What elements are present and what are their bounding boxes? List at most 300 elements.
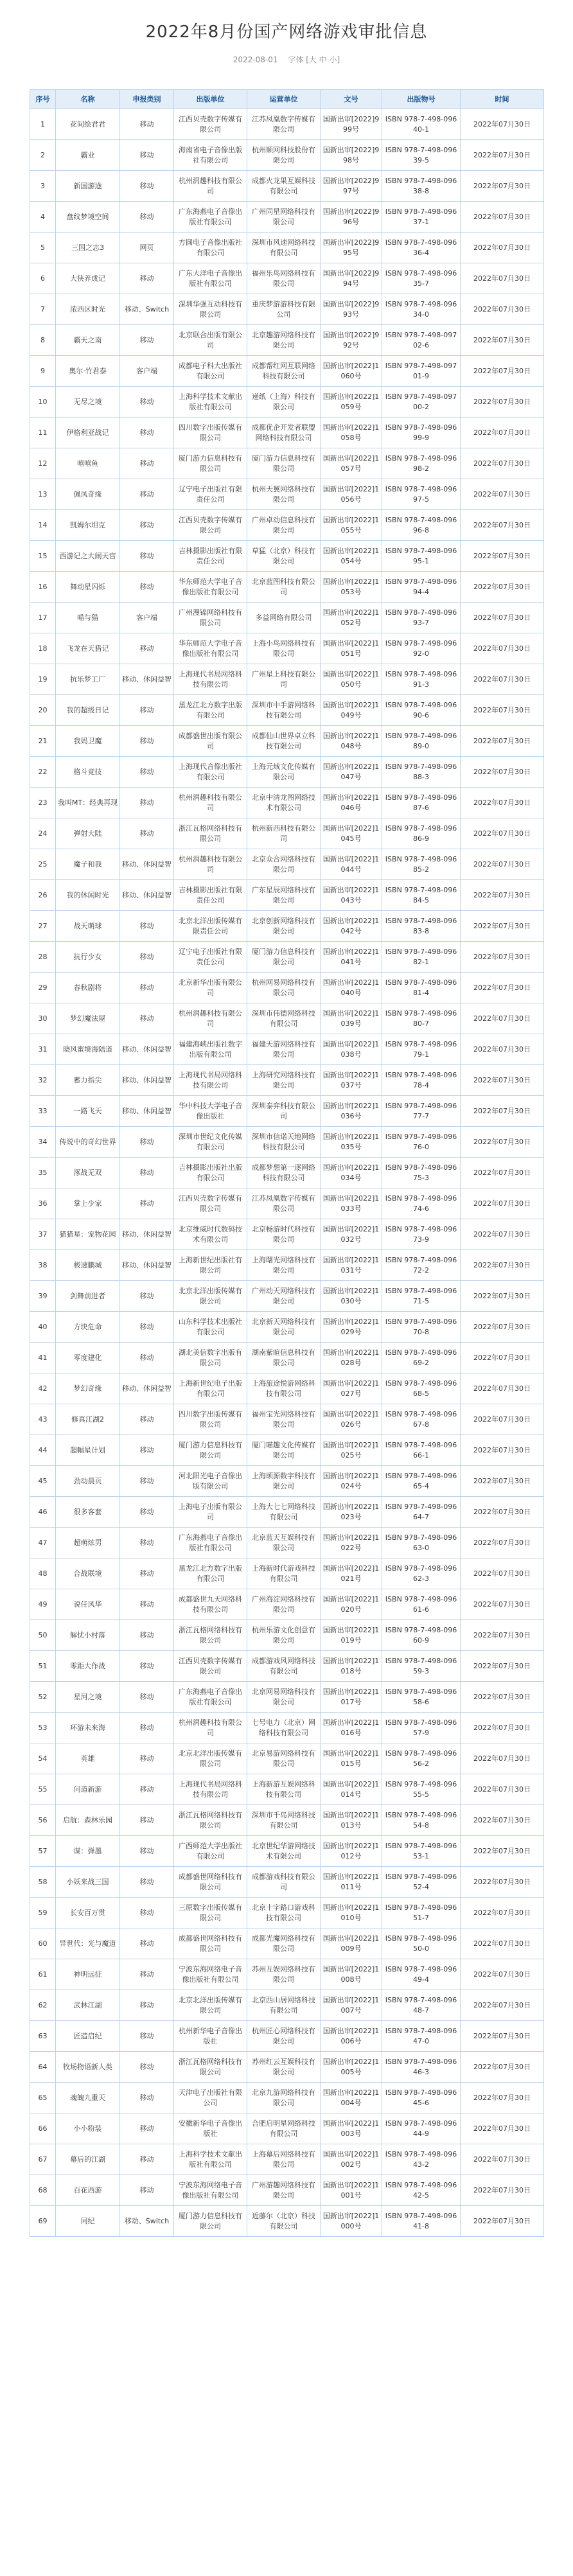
col-operator: 深圳市信诺天地网络科技有限公司 [247,1127,321,1158]
col-category: 移动 [120,1805,174,1836]
col-approval-no: 国新出审[2022]1016号 [321,1713,382,1743]
col-index: 7 [30,294,56,325]
col-approval-no: 国新出审[2022]1003号 [321,2113,382,2144]
col-category: 移动 [120,1312,174,1343]
col-name: 很多客套 [56,1497,120,1528]
col-index: 63 [30,2021,56,2052]
col-index: 44 [30,1435,56,1466]
col-index: 3 [30,171,56,202]
col-approval-no: 国新出审[2022]1036号 [321,1096,382,1127]
col-approval-no: 国新出审[2022]1051号 [321,633,382,664]
col-name: 大侠养成记 [56,263,120,294]
col-date: 2022年07月30日 [461,541,544,572]
col-index: 54 [30,1743,56,1774]
col-isbn: ISBN 978-7-498-09661-6 [382,1589,461,1620]
col-approval-no: 国新出审[2022]1012号 [321,1836,382,1867]
col-approval-no: 国新出审[2022]1023号 [321,1497,382,1528]
col-name: 西游记之大闹天宫 [56,541,120,572]
table-row [30,1836,544,1867]
col-approval-no: 国新出审[2022]1002号 [321,2144,382,2175]
col-index: 6 [30,263,56,294]
col-publisher: 上海现代书局网络科技有限公司 [174,1774,247,1805]
col-date: 2022年07月30日 [461,233,544,263]
col-date: 2022年07月30日 [461,788,544,818]
col-isbn: ISBN 978-7-498-09643-2 [382,2144,461,2175]
col-publisher: 广东海燕电子音像出版社有限公司 [174,1682,247,1713]
col-date: 2022年07月30日 [461,263,544,294]
col-index: 37 [30,1219,56,1250]
col-date: 2022年07月30日 [461,1774,544,1805]
col-approval-no: 国新出审[2022]1015号 [321,1743,382,1774]
col-isbn: ISBN 978-7-498-09683-8 [382,911,461,942]
col-publisher: 宁波东海网络电子音像出版社有限公司 [174,2175,247,2206]
col-name: 零距大作战 [56,1651,120,1682]
col-publisher: 浙江瓦格网络科技有限公司 [174,818,247,849]
col-operator: 七号电力（北京）网络科技有限公司 [247,1713,321,1743]
col-operator: 苏州红云互娱科技有限公司 [247,2052,321,2083]
col-approval-no: 国新出审[2022]1039号 [321,1003,382,1034]
col-operator: 上海幕后网络科技有限公司 [247,2144,321,2175]
col-approval-no: 国新出审[2022]1021号 [321,1558,382,1589]
col-index: 17 [30,603,56,633]
col-index: 43 [30,1404,56,1435]
col-publisher: 成都盛世网络科技有限公司 [174,1867,247,1898]
col-approval-no: 国新出审[2022]1045号 [321,818,382,849]
col-name: 问道新游 [56,1774,120,1805]
header-col-name: 名称 [56,90,120,109]
col-index: 34 [30,1127,56,1158]
col-approval-no: 国新出审[2022]1005号 [321,2052,382,2083]
col-operator: 递纸（上海）科技有限公司 [247,387,321,418]
col-index: 28 [30,942,56,973]
col-isbn: ISBN 978-7-498-09646-3 [382,2052,461,2083]
col-category: 移动 [120,2144,174,2175]
col-date: 2022年07月30日 [461,1373,544,1404]
col-index: 24 [30,818,56,849]
col-approval-no: 国新出审[2022]1009号 [321,1928,382,1959]
col-date: 2022年07月30日 [461,1682,544,1713]
col-isbn: ISBN 978-7-498-09648-7 [382,1990,461,2021]
col-publisher: 上海现代书局网络科技有限公司 [174,664,247,695]
col-operator: 多益网络有限公司 [247,603,321,633]
header-col-approval-no: 文号 [321,90,382,109]
col-operator: 北京世纪华游网络技术有限公司 [247,1836,321,1867]
col-publisher: 华中科技大学电子音像出版社 [174,1096,247,1127]
col-publisher: 浙江瓦格网络科技有限公司 [174,2052,247,2083]
table-row [30,356,544,387]
col-publisher: 上海新世纪电子出版有限公司 [174,1373,247,1404]
col-name: 新国游途 [56,171,120,202]
col-category: 移动 [120,541,174,572]
table-row [30,140,544,171]
table-row [30,695,544,726]
col-approval-no: 国新出审[2022]1032号 [321,1219,382,1250]
col-publisher: 方圆电子音像出版社有限公司 [174,233,247,263]
col-isbn: ISBN 978-7-498-09655-5 [382,1774,461,1805]
col-operator: 北京十字路口游戏科技有限公司 [247,1898,321,1928]
col-operator: 近藤尔（北京）科技有限公司 [247,2206,321,2237]
col-name: 解忧小村落 [56,1620,120,1651]
col-isbn: ISBN 978-7-498-09696-8 [382,510,461,541]
col-operator: 成都游戏风网络科技有限公司 [247,1651,321,1682]
col-publisher: 四川数字出版传媒有限公司 [174,1404,247,1435]
col-publisher: 北京北洋出版传媒有限公司 [174,1990,247,2021]
col-date: 2022年07月30日 [461,1620,544,1651]
font-size-switch[interactable]: 字体 [大 中 小] [288,55,340,64]
table-row [30,325,544,356]
col-publisher: 北京北洋出版传媒有限公司 [174,1281,247,1312]
col-date: 2022年07月30日 [461,1466,544,1497]
col-name: 舞动星闪烁 [56,572,120,603]
col-category: 移动 [120,1898,174,1928]
col-isbn: ISBN 978-7-498-09669-2 [382,1343,461,1373]
col-category: 移动、休闲益智 [120,1219,174,1250]
table-row [30,2206,544,2237]
col-date: 2022年07月30日 [461,1589,544,1620]
col-operator: 杭州天翼网络科技有限公司 [247,479,321,510]
col-category: 移动 [120,1003,174,1034]
col-index: 25 [30,849,56,880]
col-date: 2022年07月30日 [461,1713,544,1743]
col-name: 修真江湖2 [56,1404,120,1435]
col-name: 飞龙在天猎记 [56,633,120,664]
col-index: 32 [30,1065,56,1096]
col-operator: 成都帮红网互联网络科技有限公司 [247,356,321,387]
col-date: 2022年07月30日 [461,1065,544,1096]
col-name: 星河之境 [56,1682,120,1713]
col-name: 霸业 [56,140,120,171]
col-isbn: ISBN 978-7-498-09679-1 [382,1034,461,1065]
col-date: 2022年07月30日 [461,942,544,973]
header-col-publisher: 出版单位 [174,90,247,109]
col-publisher: 山东科学技术出版社有限公司 [174,1312,247,1343]
col-operator: 上海小鸟网络科技有限公司 [247,633,321,664]
col-index: 57 [30,1836,56,1867]
col-date: 2022年07月30日 [461,171,544,202]
col-approval-no: 国新出审[2022]993号 [321,294,382,325]
col-category: 移动 [120,1836,174,1867]
col-isbn: ISBN 978-7-498-09676-0 [382,1127,461,1158]
col-operator: 杭州新西科技有限公司 [247,818,321,849]
col-publisher: 深圳华强互动科技有限公司 [174,294,247,325]
col-name: 魂魄九重天 [56,2083,120,2113]
col-category: 移动 [120,1867,174,1898]
col-approval-no: 国新出审[2022]1013号 [321,1805,382,1836]
col-index: 51 [30,1651,56,1682]
col-operator: 北京畅游时代科技有限公司 [247,1219,321,1250]
col-publisher: 成都盛世九天网络科技有限公司 [174,1589,247,1620]
header-col-date: 时间 [461,90,544,109]
table-row [30,603,544,633]
col-approval-no: 国新出审[2022]1010号 [321,1898,382,1928]
col-approval-no: 国新出审[2022]1052号 [321,603,382,633]
table-row [30,171,544,202]
col-isbn: ISBN 978-7-498-09701-9 [382,356,461,387]
col-approval-no: 国新出审[2022]1047号 [321,757,382,788]
col-approval-no: 国新出审[2022]1059号 [321,387,382,418]
col-isbn: ISBN 978-7-498-09672-2 [382,1250,461,1281]
table-row [30,541,544,572]
table-row [30,1003,544,1034]
col-operator: 成都光魔网络科技有限公司 [247,1928,321,1959]
col-category: 移动 [120,1651,174,1682]
col-index: 18 [30,633,56,664]
col-category: 移动 [120,1589,174,1620]
col-category: 移动 [120,1528,174,1558]
col-publisher: 深圳市世纪文化传媒有限公司 [174,1127,247,1158]
table-row [30,633,544,664]
table-row [30,448,544,479]
col-operator: 成都优企开发者联盟网络科技有限公司 [247,418,321,448]
col-isbn: ISBN 978-7-498-09667-8 [382,1404,461,1435]
table-row [30,202,544,233]
col-operator: 广州海淀网络科技有限公司 [247,1589,321,1620]
col-name: 异世代：光与魔道 [56,1928,120,1959]
col-operator: 上海元域文化传媒有限公司 [247,757,321,788]
col-name: 武林江湖 [56,1990,120,2021]
col-publisher: 吉林摄影出版社出版有限公司 [174,1158,247,1188]
col-date: 2022年07月30日 [461,1096,544,1127]
table-row [30,1497,544,1528]
table-row [30,1620,544,1651]
table-row [30,1928,544,1959]
col-date: 2022年07月30日 [461,1990,544,2021]
col-publisher: 上海现代音像出版社有限公司 [174,757,247,788]
col-date: 2022年07月30日 [461,1558,544,1589]
col-category: 移动 [120,387,174,418]
col-category: 移动 [120,140,174,171]
col-date: 2022年07月30日 [461,202,544,233]
table-row [30,942,544,973]
table-row [30,2021,544,2052]
col-isbn: ISBN 978-7-498-09666-1 [382,1435,461,1466]
col-category: 移动 [120,2052,174,2083]
col-index: 49 [30,1589,56,1620]
col-publisher: 海南省电子音像出版社有限公司 [174,140,247,171]
table-row [30,1774,544,1805]
col-publisher: 天津电子出版社有限公司 [174,2083,247,2113]
col-category: 移动 [120,757,174,788]
col-publisher: 北京维威时代数码技术有限公司 [174,1219,247,1250]
col-category: 移动 [120,325,174,356]
table-row [30,1651,544,1682]
col-date: 2022年07月30日 [461,849,544,880]
col-publisher: 辽宁电子出版社有限责任公司 [174,479,247,510]
table-row [30,1373,544,1404]
col-approval-no: 国新出审[2022]1058号 [321,418,382,448]
col-index: 38 [30,1250,56,1281]
col-isbn: ISBN 978-7-498-09663-0 [382,1528,461,1558]
col-name: 剑舞前进者 [56,1281,120,1312]
col-name: 我叫MT：经典再现 [56,788,120,818]
col-index: 8 [30,325,56,356]
col-category: 移动 [120,1343,174,1373]
col-category: 移动、休闲益智 [120,1250,174,1281]
col-publisher: 河北阳光电子音像出版有限公司 [174,1466,247,1497]
col-publisher: 江西贝壳数字传媒有限公司 [174,1188,247,1219]
col-date: 2022年07月30日 [461,2083,544,2113]
col-operator: 深圳市伟德网络科技有限公司 [247,1003,321,1034]
col-date: 2022年07月30日 [461,418,544,448]
col-category: 移动 [120,448,174,479]
table-row [30,263,544,294]
col-date: 2022年07月30日 [461,1281,544,1312]
col-category: 移动 [120,1743,174,1774]
table-row [30,572,544,603]
col-isbn: ISBN 978-7-498-09638-8 [382,171,461,202]
col-date: 2022年07月30日 [461,1867,544,1898]
col-category: 客户端 [120,356,174,387]
col-date: 2022年07月30日 [461,1312,544,1343]
col-name: 幕后的江湖 [56,2144,120,2175]
col-operator: 北京趣游网络科技有限公司 [247,325,321,356]
col-operator: 成都梦想第一逐网络科技有限公司 [247,1158,321,1188]
col-index: 1 [30,109,56,140]
col-name: 劲动晨页 [56,1466,120,1497]
col-category: 移动 [120,479,174,510]
col-publisher: 上海现代书局网络科技有限公司 [174,1065,247,1096]
col-date: 2022年07月30日 [461,1003,544,1034]
col-index: 67 [30,2144,56,2175]
col-operator: 上海旅途悦游网络科技有限公司 [247,1373,321,1404]
col-publisher: 北京北洋出版传媒有限公司 [174,1743,247,1774]
table-row [30,2144,544,2175]
col-category: 移动 [120,1558,174,1589]
col-publisher: 湖北美信数字出版有限公司 [174,1343,247,1373]
col-isbn: ISBN 978-7-498-09640-1 [382,109,461,140]
col-name: 合战联境 [56,1558,120,1589]
table-row [30,1065,544,1096]
col-category: 移动 [120,2113,174,2144]
table-row [30,818,544,849]
col-operator: 杭州顺网科技股份有限公司 [247,140,321,171]
col-index: 69 [30,2206,56,2237]
table-row [30,2113,544,2144]
col-name: 小小粉装 [56,2113,120,2144]
col-name: 神明远征 [56,1959,120,1990]
col-index: 21 [30,726,56,757]
col-approval-no: 国新出审[2022]992号 [321,325,382,356]
col-operator: 杭州匠心网络科技有限公司 [247,2021,321,2052]
col-approval-no: 国新出审[2022]1022号 [321,1528,382,1558]
col-name: 牧场物语新人类 [56,2052,120,2083]
col-publisher: 成都盛世出版有限公司 [174,726,247,757]
col-index: 35 [30,1158,56,1188]
col-date: 2022年07月30日 [461,1219,544,1250]
col-operator: 福建天游网络科技有限公司 [247,1034,321,1065]
col-publisher: 浙江瓦格网络科技有限公司 [174,1805,247,1836]
col-operator: 江苏凤凰数字传媒有限公司 [247,1188,321,1219]
col-category: 移动 [120,263,174,294]
col-name: 传说中的奇幻世界 [56,1127,120,1158]
col-approval-no: 国新出审[2022]1043号 [321,880,382,911]
col-name: 梦幻魔法屋 [56,1003,120,1034]
col-category: 移动 [120,818,174,849]
col-category: 移动 [120,911,174,942]
col-operator: 广州星上科技有限公司 [247,664,321,695]
table-row [30,1250,544,1281]
col-operator: 深圳泰弈科技有限公司 [247,1096,321,1127]
col-name: 嘻嘻鱼 [56,448,120,479]
col-category: 移动、休闲益智 [120,1034,174,1065]
col-publisher: 宁波东海网络电子音像出版社有限公司 [174,1959,247,1990]
col-publisher: 杭州润趣科技有限公司 [174,849,247,880]
col-index: 15 [30,541,56,572]
col-index: 14 [30,510,56,541]
col-isbn: ISBN 978-7-498-09678-4 [382,1065,461,1096]
col-isbn: ISBN 978-7-498-09664-7 [382,1497,461,1528]
table-row [30,109,544,140]
col-category: 移动 [120,1127,174,1158]
col-operator: 湖南紫暄信息科技有限公司 [247,1343,321,1373]
col-approval-no: 国新出审[2022]1028号 [321,1343,382,1373]
article-meta [30,54,543,65]
col-approval-no: 国新出审[2022]1042号 [321,911,382,942]
col-operator: 上海新游互娱网络科技有限公司 [247,1774,321,1805]
col-category: 移动、Switch [120,2206,174,2237]
col-category: 移动 [120,109,174,140]
col-index: 4 [30,202,56,233]
col-approval-no: 国新出审[2022]1031号 [321,1250,382,1281]
col-date: 2022年07月30日 [461,1188,544,1219]
col-isbn: ISBN 978-7-498-09647-0 [382,2021,461,2052]
table-row [30,757,544,788]
col-operator: 北京蓝天互娱科技有限公司 [247,1528,321,1558]
table-row [30,1219,544,1250]
col-date: 2022年07月30日 [461,1743,544,1774]
col-publisher: 江西贝壳数字传媒有限公司 [174,510,247,541]
col-index: 53 [30,1713,56,1743]
col-name: 匠造启纪 [56,2021,120,2052]
col-date: 2022年07月30日 [461,356,544,387]
col-date: 2022年07月30日 [461,2206,544,2237]
col-approval-no: 国新出审[2022]1019号 [321,1620,382,1651]
col-category: 移动 [120,572,174,603]
col-operator: 北京新天网络科技有限公司 [247,1312,321,1343]
col-isbn: ISBN 978-7-498-09662-3 [382,1558,461,1589]
col-category: 移动、休闲益智 [120,664,174,695]
col-operator: 福州乐鸟网络科技有限公司 [247,263,321,294]
col-name: 抗乐梦工厂 [56,664,120,695]
table-row [30,911,544,942]
col-index: 33 [30,1096,56,1127]
col-date: 2022年07月30日 [461,973,544,1003]
col-category: 移动、Switch [120,294,174,325]
col-name: 长安百万贯 [56,1898,120,1928]
col-approval-no: 国新出审[2022]1057号 [321,448,382,479]
col-isbn: ISBN 978-7-498-09677-7 [382,1096,461,1127]
col-date: 2022年07月30日 [461,695,544,726]
approval-table [30,89,544,2237]
col-publisher: 广州漫锦网络科技有限公司 [174,603,247,633]
col-isbn: ISBN 978-7-498-09650-0 [382,1928,461,1959]
col-operator: 北京众合网络科技有限公司 [247,849,321,880]
col-operator: 广州游趣网络科技有限公司 [247,2175,321,2206]
col-date: 2022年07月30日 [461,1250,544,1281]
col-operator: 江苏凤凰数字传媒有限公司 [247,109,321,140]
col-operator: 草猛（北京）科技有限公司 [247,541,321,572]
col-publisher: 浙江瓦格网络科技有限公司 [174,1620,247,1651]
col-isbn: ISBN 978-7-498-09653-1 [382,1836,461,1867]
col-index: 45 [30,1466,56,1497]
col-publisher: 广东海燕电子音像出版社有限公司 [174,1528,247,1558]
col-date: 2022年07月30日 [461,1404,544,1435]
col-publisher: 上海科学技术文献出版社有限公司 [174,387,247,418]
col-operator: 成都仙山世界卓立科技有限公司 [247,726,321,757]
table-row [30,1743,544,1774]
col-publisher: 华东师范大学电子音像出版社有限公司 [174,633,247,664]
col-index: 29 [30,973,56,1003]
